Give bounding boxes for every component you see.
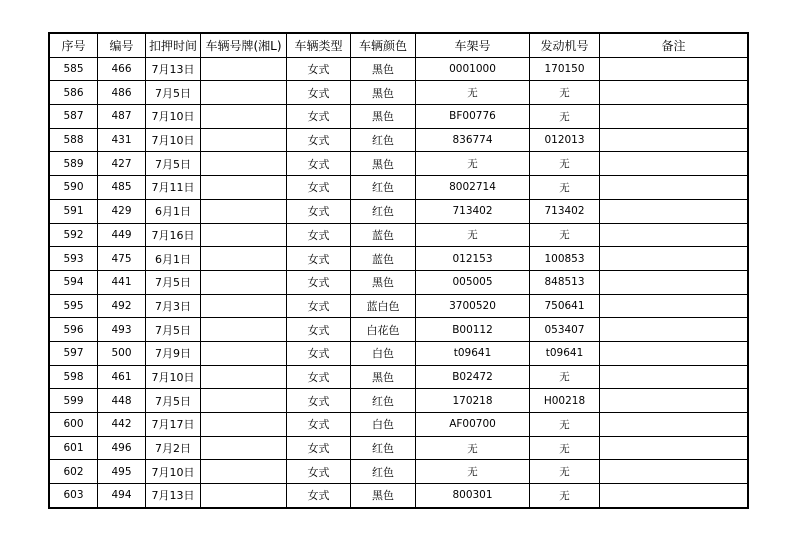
cell-frame-number[interactable]: AF00700 (416, 413, 530, 437)
cell-serial[interactable]: 589 (50, 152, 98, 176)
cell-vehicle-type[interactable]: 女式 (287, 318, 351, 342)
table-row (50, 223, 748, 247)
cell-remarks[interactable] (600, 294, 748, 318)
cell-number[interactable]: 492 (98, 294, 146, 318)
cell-frame-number[interactable]: 012153 (416, 247, 530, 271)
table-row (50, 413, 748, 437)
cell-serial[interactable]: 599 (50, 389, 98, 413)
cell-engine-number[interactable]: 无 (530, 152, 600, 176)
cell-vehicle-color[interactable]: 黑色 (351, 365, 416, 389)
table-row (50, 105, 748, 129)
cell-engine-number[interactable]: 无 (530, 365, 600, 389)
cell-vehicle-color[interactable]: 黑色 (351, 270, 416, 294)
cell-vehicle-color[interactable]: 红色 (351, 389, 416, 413)
cell-serial[interactable]: 585 (50, 57, 98, 81)
cell-serial[interactable]: 600 (50, 413, 98, 437)
cell-vehicle-type[interactable]: 女式 (287, 105, 351, 129)
cell-serial[interactable]: 590 (50, 176, 98, 200)
cell-remarks[interactable] (600, 389, 748, 413)
cell-vehicle-color[interactable]: 红色 (351, 199, 416, 223)
cell-plate[interactable] (201, 484, 287, 508)
cell-serial[interactable]: 597 (50, 341, 98, 365)
cell-seize-date[interactable]: 7月13日 (146, 57, 201, 81)
cell-number[interactable]: 495 (98, 460, 146, 484)
cell-seize-date[interactable]: 7月5日 (146, 389, 201, 413)
cell-vehicle-color[interactable]: 白花色 (351, 318, 416, 342)
cell-plate[interactable] (201, 413, 287, 437)
cell-engine-number[interactable]: 无 (530, 223, 600, 247)
cell-frame-number[interactable]: 005005 (416, 270, 530, 294)
cell-engine-number[interactable]: 170150 (530, 57, 600, 81)
cell-seize-date[interactable]: 7月5日 (146, 81, 201, 105)
cell-seize-date[interactable]: 7月10日 (146, 365, 201, 389)
cell-vehicle-color[interactable]: 白色 (351, 413, 416, 437)
cell-frame-number[interactable]: BF00776 (416, 105, 530, 129)
cell-frame-number[interactable]: 800301 (416, 484, 530, 508)
cell-engine-number[interactable]: 无 (530, 105, 600, 129)
table-row (50, 436, 748, 460)
cell-number[interactable]: 427 (98, 152, 146, 176)
cell-seize-date[interactable]: 7月17日 (146, 413, 201, 437)
cell-engine-number[interactable]: 无 (530, 413, 600, 437)
table-row (50, 81, 748, 105)
cell-engine-number[interactable]: 848513 (530, 270, 600, 294)
cell-number[interactable]: 431 (98, 128, 146, 152)
table-row (50, 318, 748, 342)
cell-vehicle-color[interactable]: 红色 (351, 176, 416, 200)
vehicle-record-table (49, 33, 748, 508)
cell-vehicle-color[interactable]: 蓝色 (351, 223, 416, 247)
cell-plate[interactable] (201, 105, 287, 129)
cell-remarks[interactable] (600, 223, 748, 247)
cell-engine-number[interactable]: 无 (530, 460, 600, 484)
cell-remarks[interactable] (600, 270, 748, 294)
header-frame-number[interactable]: 车架号 (416, 34, 530, 58)
cell-plate[interactable] (201, 318, 287, 342)
cell-remarks[interactable] (600, 365, 748, 389)
cell-frame-number[interactable]: B00112 (416, 318, 530, 342)
cell-frame-number[interactable]: 713402 (416, 199, 530, 223)
cell-serial[interactable]: 586 (50, 81, 98, 105)
cell-vehicle-color[interactable]: 黑色 (351, 81, 416, 105)
cell-frame-number[interactable]: 无 (416, 81, 530, 105)
cell-remarks[interactable] (600, 484, 748, 508)
cell-seize-date[interactable]: 7月13日 (146, 484, 201, 508)
cell-vehicle-color[interactable]: 红色 (351, 128, 416, 152)
cell-plate[interactable] (201, 436, 287, 460)
cell-plate[interactable] (201, 247, 287, 271)
cell-frame-number[interactable]: 8002714 (416, 176, 530, 200)
cell-vehicle-color[interactable]: 蓝白色 (351, 294, 416, 318)
table-row (50, 128, 748, 152)
cell-number[interactable]: 429 (98, 199, 146, 223)
cell-vehicle-type[interactable]: 女式 (287, 176, 351, 200)
cell-number[interactable]: 485 (98, 176, 146, 200)
cell-vehicle-type[interactable]: 女式 (287, 81, 351, 105)
cell-vehicle-type[interactable]: 女式 (287, 57, 351, 81)
cell-vehicle-type[interactable]: 女式 (287, 436, 351, 460)
cell-engine-number[interactable]: 100853 (530, 247, 600, 271)
cell-vehicle-type[interactable]: 女式 (287, 294, 351, 318)
cell-engine-number[interactable]: 053407 (530, 318, 600, 342)
cell-seize-date[interactable]: 7月5日 (146, 270, 201, 294)
cell-vehicle-type[interactable]: 女式 (287, 199, 351, 223)
cell-serial[interactable]: 594 (50, 270, 98, 294)
cell-remarks[interactable] (600, 176, 748, 200)
cell-vehicle-color[interactable]: 红色 (351, 460, 416, 484)
cell-frame-number[interactable]: t09641 (416, 341, 530, 365)
cell-plate[interactable] (201, 223, 287, 247)
cell-vehicle-type[interactable]: 女式 (287, 460, 351, 484)
cell-plate[interactable] (201, 199, 287, 223)
cell-remarks[interactable] (600, 81, 748, 105)
cell-vehicle-type[interactable]: 女式 (287, 413, 351, 437)
cell-vehicle-type[interactable]: 女式 (287, 365, 351, 389)
cell-serial[interactable]: 588 (50, 128, 98, 152)
cell-frame-number[interactable]: 无 (416, 460, 530, 484)
cell-number[interactable]: 461 (98, 365, 146, 389)
cell-vehicle-type[interactable]: 女式 (287, 341, 351, 365)
cell-frame-number[interactable]: B02472 (416, 365, 530, 389)
table-body (50, 57, 748, 507)
cell-seize-date[interactable]: 7月2日 (146, 436, 201, 460)
header-number[interactable]: 编号 (98, 34, 146, 58)
header-serial[interactable]: 序号 (50, 34, 98, 58)
cell-seize-date[interactable]: 7月10日 (146, 460, 201, 484)
cell-vehicle-type[interactable]: 女式 (287, 152, 351, 176)
cell-plate[interactable] (201, 389, 287, 413)
cell-plate[interactable] (201, 270, 287, 294)
cell-plate[interactable] (201, 152, 287, 176)
table-row (50, 152, 748, 176)
cell-vehicle-color[interactable]: 黑色 (351, 57, 416, 81)
cell-serial[interactable]: 596 (50, 318, 98, 342)
table-row (50, 270, 748, 294)
cell-engine-number[interactable]: 750641 (530, 294, 600, 318)
cell-engine-number[interactable]: 无 (530, 436, 600, 460)
cell-remarks[interactable] (600, 318, 748, 342)
cell-frame-number[interactable]: 无 (416, 436, 530, 460)
cell-plate[interactable] (201, 81, 287, 105)
table-row (50, 199, 748, 223)
cell-number[interactable]: 494 (98, 484, 146, 508)
cell-vehicle-type[interactable]: 女式 (287, 270, 351, 294)
cell-frame-number[interactable]: 0001000 (416, 57, 530, 81)
cell-vehicle-type[interactable]: 女式 (287, 223, 351, 247)
cell-serial[interactable]: 595 (50, 294, 98, 318)
cell-seize-date[interactable]: 7月11日 (146, 176, 201, 200)
cell-engine-number[interactable]: H00218 (530, 389, 600, 413)
header-vehicle-color[interactable]: 车辆颜色 (351, 34, 416, 58)
cell-vehicle-color[interactable]: 黑色 (351, 105, 416, 129)
cell-remarks[interactable] (600, 460, 748, 484)
cell-vehicle-type[interactable]: 女式 (287, 247, 351, 271)
cell-plate[interactable] (201, 365, 287, 389)
cell-remarks[interactable] (600, 128, 748, 152)
cell-number[interactable]: 449 (98, 223, 146, 247)
cell-seize-date[interactable]: 7月10日 (146, 105, 201, 129)
cell-plate[interactable] (201, 294, 287, 318)
table-row (50, 294, 748, 318)
cell-serial[interactable]: 598 (50, 365, 98, 389)
table-row (50, 176, 748, 200)
cell-plate[interactable] (201, 176, 287, 200)
cell-vehicle-color[interactable]: 黑色 (351, 152, 416, 176)
cell-seize-date[interactable]: 7月5日 (146, 152, 201, 176)
header-plate[interactable]: 车辆号牌(湘L) (201, 34, 287, 58)
header-vehicle-type[interactable]: 车辆类型 (287, 34, 351, 58)
cell-seize-date[interactable]: 7月5日 (146, 318, 201, 342)
cell-plate[interactable] (201, 460, 287, 484)
cell-engine-number[interactable]: 无 (530, 484, 600, 508)
cell-serial[interactable]: 591 (50, 199, 98, 223)
cell-engine-number[interactable]: 无 (530, 176, 600, 200)
cell-seize-date[interactable]: 6月1日 (146, 199, 201, 223)
cell-engine-number[interactable]: t09641 (530, 341, 600, 365)
table-row (50, 57, 748, 81)
cell-vehicle-type[interactable]: 女式 (287, 128, 351, 152)
cell-seize-date[interactable]: 6月1日 (146, 247, 201, 271)
cell-frame-number[interactable]: 836774 (416, 128, 530, 152)
cell-seize-date[interactable]: 7月3日 (146, 294, 201, 318)
cell-seize-date[interactable]: 7月9日 (146, 341, 201, 365)
table-row (50, 365, 748, 389)
cell-engine-number[interactable]: 012013 (530, 128, 600, 152)
cell-vehicle-color[interactable]: 蓝色 (351, 247, 416, 271)
cell-vehicle-color[interactable]: 红色 (351, 436, 416, 460)
cell-serial[interactable]: 601 (50, 436, 98, 460)
header-row (50, 34, 748, 58)
cell-remarks[interactable] (600, 436, 748, 460)
cell-plate[interactable] (201, 341, 287, 365)
cell-frame-number[interactable]: 3700520 (416, 294, 530, 318)
cell-serial[interactable]: 603 (50, 484, 98, 508)
cell-remarks[interactable] (600, 199, 748, 223)
cell-number[interactable]: 487 (98, 105, 146, 129)
cell-remarks[interactable] (600, 413, 748, 437)
cell-number[interactable]: 493 (98, 318, 146, 342)
cell-engine-number[interactable]: 无 (530, 81, 600, 105)
cell-serial[interactable]: 593 (50, 247, 98, 271)
cell-vehicle-type[interactable]: 女式 (287, 389, 351, 413)
cell-remarks[interactable] (600, 247, 748, 271)
cell-remarks[interactable] (600, 341, 748, 365)
cell-seize-date[interactable]: 7月16日 (146, 223, 201, 247)
table-row (50, 341, 748, 365)
cell-number[interactable]: 496 (98, 436, 146, 460)
cell-remarks[interactable] (600, 105, 748, 129)
cell-number[interactable]: 500 (98, 341, 146, 365)
cell-frame-number[interactable]: 无 (416, 223, 530, 247)
cell-serial[interactable]: 602 (50, 460, 98, 484)
cell-plate[interactable] (201, 128, 287, 152)
cell-number[interactable]: 448 (98, 389, 146, 413)
cell-number[interactable]: 441 (98, 270, 146, 294)
cell-number[interactable]: 486 (98, 81, 146, 105)
cell-vehicle-color[interactable]: 白色 (351, 341, 416, 365)
header-remarks[interactable]: 备注 (600, 34, 748, 58)
header-seize-date[interactable]: 扣押时间 (146, 34, 201, 58)
cell-serial[interactable]: 592 (50, 223, 98, 247)
cell-number[interactable]: 466 (98, 57, 146, 81)
cell-frame-number[interactable]: 无 (416, 152, 530, 176)
cell-frame-number[interactable]: 170218 (416, 389, 530, 413)
cell-vehicle-color[interactable]: 黑色 (351, 484, 416, 508)
table-row (50, 484, 748, 508)
cell-remarks[interactable] (600, 152, 748, 176)
cell-serial[interactable]: 587 (50, 105, 98, 129)
cell-number[interactable]: 475 (98, 247, 146, 271)
header-engine-number[interactable]: 发动机号 (530, 34, 600, 58)
table-row (50, 389, 748, 413)
table-row (50, 247, 748, 271)
cell-plate[interactable] (201, 57, 287, 81)
cell-vehicle-type[interactable]: 女式 (287, 484, 351, 508)
cell-remarks[interactable] (600, 57, 748, 81)
cell-seize-date[interactable]: 7月10日 (146, 128, 201, 152)
cell-number[interactable]: 442 (98, 413, 146, 437)
cell-engine-number[interactable]: 713402 (530, 199, 600, 223)
table-row (50, 460, 748, 484)
